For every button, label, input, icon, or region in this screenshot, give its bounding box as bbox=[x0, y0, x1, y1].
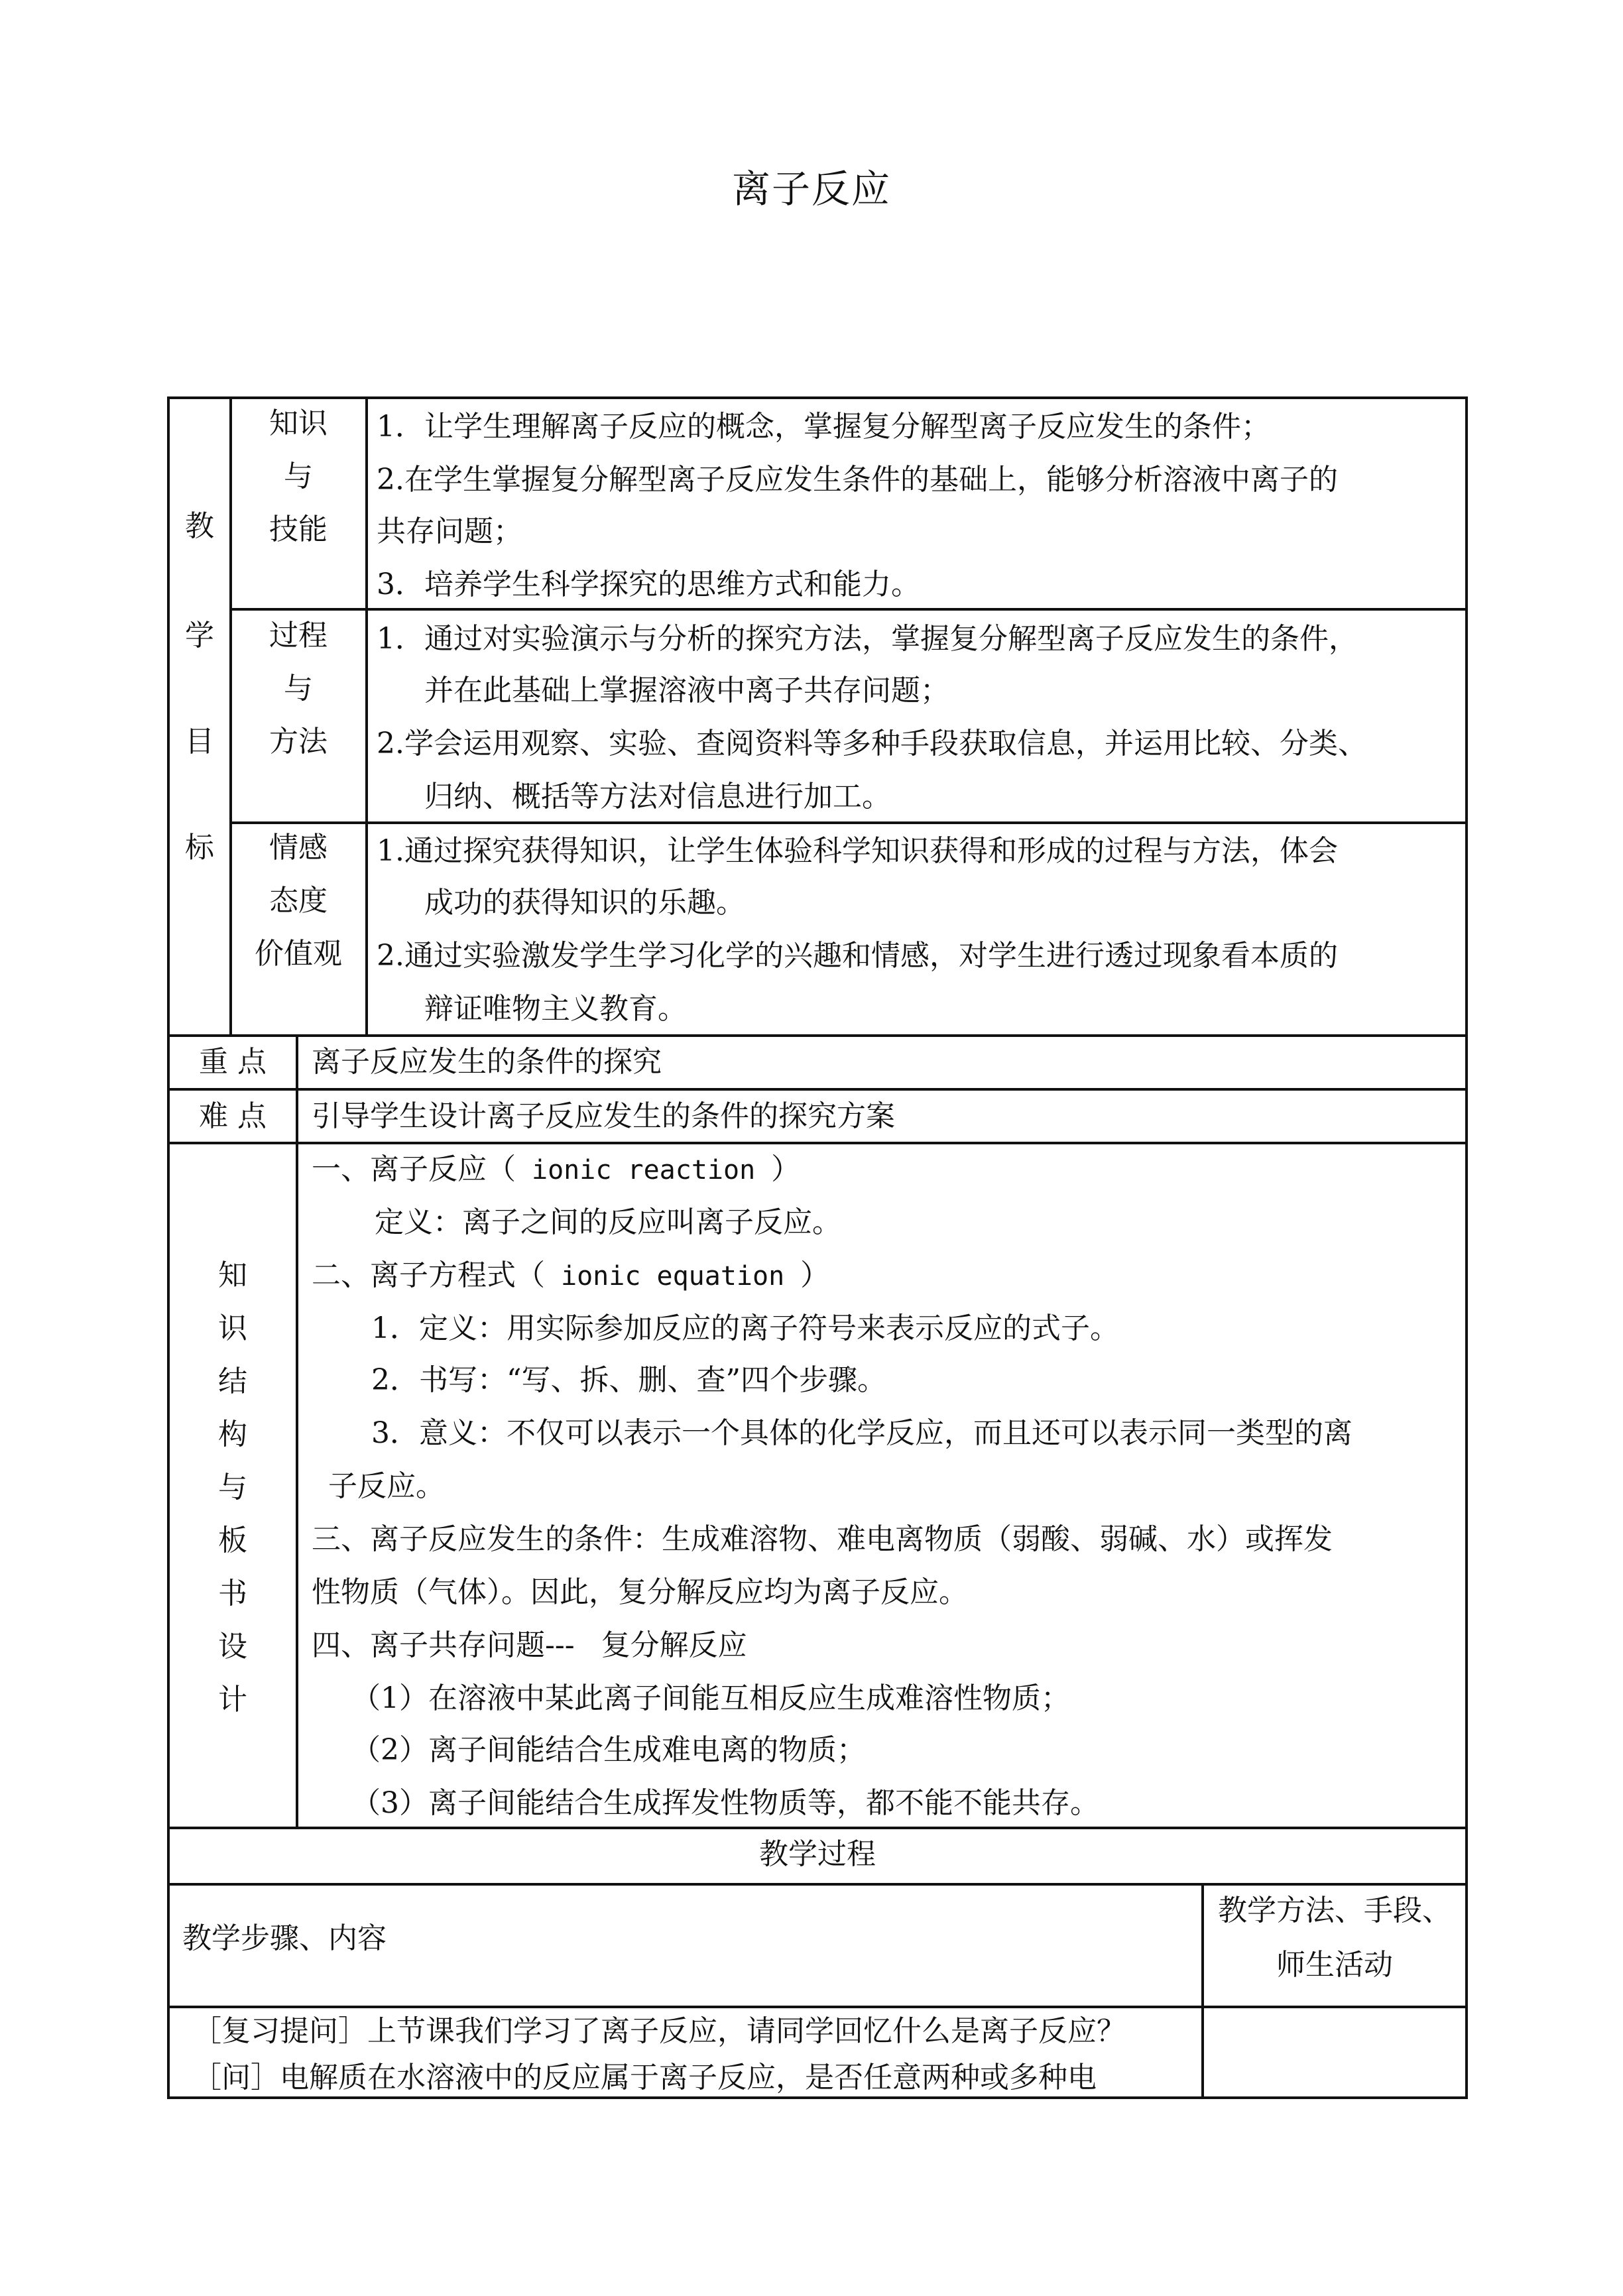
knowledge-line: 3．培养学生科学探究的思维方式和能力。 bbox=[377, 568, 920, 601]
process-line: 2.学会运用观察、实验、查阅资料等多种手段获取信息，并运用比较、分类、 bbox=[377, 727, 1367, 760]
column-header-methods: 教学方法、手段、 bbox=[1218, 1894, 1451, 1927]
difficulty-label: 难 点 bbox=[199, 1099, 267, 1133]
section-2-heading: 二、离子方程式（ ionic equation ） bbox=[312, 1258, 830, 1292]
process-line: 1．通过对实验演示与分析的探究方法，掌握复分解型离子反应发生的条件， bbox=[377, 622, 1358, 656]
section-4-item: （1）在溶液中某此离子间能互相反应生成难溶性物质； bbox=[351, 1681, 1070, 1715]
process-content-line: ［问］电解质在水溶液中的反应属于离子反应，是否任意两种或多种电 bbox=[192, 2061, 1097, 2094]
section-4-item: （2）离子间能结合生成难电离的物质； bbox=[351, 1733, 866, 1767]
section-1-definition: 定义：离子之间的反应叫离子反应。 bbox=[375, 1205, 841, 1239]
objectives-label-char: 目 bbox=[185, 725, 214, 758]
knowledge-label: 技能 bbox=[269, 513, 328, 546]
key-point-label: 重 点 bbox=[199, 1045, 267, 1079]
structure-label-char: 识 bbox=[218, 1311, 247, 1345]
emotion-label: 价值观 bbox=[255, 937, 342, 971]
objectives-label-char: 教 bbox=[185, 509, 214, 543]
emotion-label: 情感 bbox=[269, 831, 328, 865]
section-3-line: 性物质（气体）。因此，复分解反应均为离子反应。 bbox=[312, 1575, 968, 1609]
structure-label-char: 构 bbox=[218, 1418, 247, 1451]
section-3-line: 三、离子反应发生的条件：生成难溶物、难电离物质（弱酸、弱碱、水）或挥发 bbox=[312, 1522, 1333, 1556]
column-header-methods: 师生活动 bbox=[1276, 1948, 1393, 1982]
section-2-item: 子反应。 bbox=[328, 1469, 445, 1503]
emotion-line: 2.通过实验激发学生学习化学的兴趣和情感，对学生进行透过现象看本质的 bbox=[377, 939, 1338, 973]
knowledge-line: 共存问题； bbox=[377, 514, 522, 548]
emotion-line: 1.通过探究获得知识，让学生体验科学知识获得和形成的过程与方法，体会 bbox=[377, 834, 1338, 868]
section-2-item: 1．定义：用实际参加反应的离子符号来表示反应的式子。 bbox=[371, 1311, 1119, 1345]
section-2-item: 2．书写：“写、拆、删、查”四个步骤。 bbox=[371, 1363, 886, 1397]
process-title: 教学过程 bbox=[759, 1837, 876, 1871]
structure-label-char: 书 bbox=[218, 1577, 247, 1610]
process-label: 与 bbox=[284, 672, 313, 705]
emotion-line: 成功的获得知识的乐趣。 bbox=[424, 886, 745, 920]
process-line: 并在此基础上掌握溶液中离子共存问题； bbox=[424, 674, 949, 707]
structure-label-char: 计 bbox=[218, 1683, 247, 1717]
structure-label-char: 与 bbox=[218, 1471, 247, 1504]
column-header-steps: 教学步骤、内容 bbox=[182, 1921, 387, 1955]
emotion-label: 态度 bbox=[269, 884, 328, 918]
section-1-heading: 一、离子反应（ ionic reaction ） bbox=[312, 1152, 801, 1186]
objectives-label-char: 学 bbox=[185, 619, 214, 652]
process-label: 过程 bbox=[269, 619, 328, 652]
structure-label-char: 结 bbox=[218, 1364, 247, 1398]
process-content-line: ［复习提问］上节课我们学习了离子反应，请同学回忆什么是离子反应？ bbox=[192, 2014, 1126, 2048]
section-4-item: （3）离子间能结合生成挥发性物质等，都不能不能共存。 bbox=[351, 1786, 1099, 1820]
page-title: 离子反应 bbox=[731, 166, 891, 211]
emotion-line: 辩证唯物主义教育。 bbox=[424, 992, 687, 1026]
structure-label-char: 设 bbox=[218, 1630, 247, 1663]
knowledge-line: 2.在学生掌握复分解型离子反应发生条件的基础上，能够分析溶液中离子的 bbox=[377, 463, 1338, 497]
structure-label-char: 知 bbox=[218, 1258, 247, 1292]
knowledge-label: 知识 bbox=[269, 406, 328, 440]
process-label: 方法 bbox=[269, 725, 328, 758]
section-4-heading: 四、离子共存问题--- 复分解反应 bbox=[312, 1628, 747, 1662]
key-point-text: 离子反应发生的条件的探究 bbox=[312, 1045, 662, 1079]
difficulty-text: 引导学生设计离子反应发生的条件的探究方案 bbox=[312, 1099, 895, 1133]
section-2-item: 3．意义：不仅可以表示一个具体的化学反应，而且还可以表示同一类型的离 bbox=[371, 1416, 1352, 1450]
process-line: 归纳、概括等方法对信息进行加工。 bbox=[424, 780, 891, 814]
knowledge-label: 与 bbox=[284, 459, 313, 493]
knowledge-line: 1．让学生理解离子反应的概念，掌握复分解型离子反应发生的条件； bbox=[377, 410, 1270, 444]
objectives-label-char: 标 bbox=[185, 831, 214, 865]
structure-label-char: 板 bbox=[218, 1524, 247, 1557]
